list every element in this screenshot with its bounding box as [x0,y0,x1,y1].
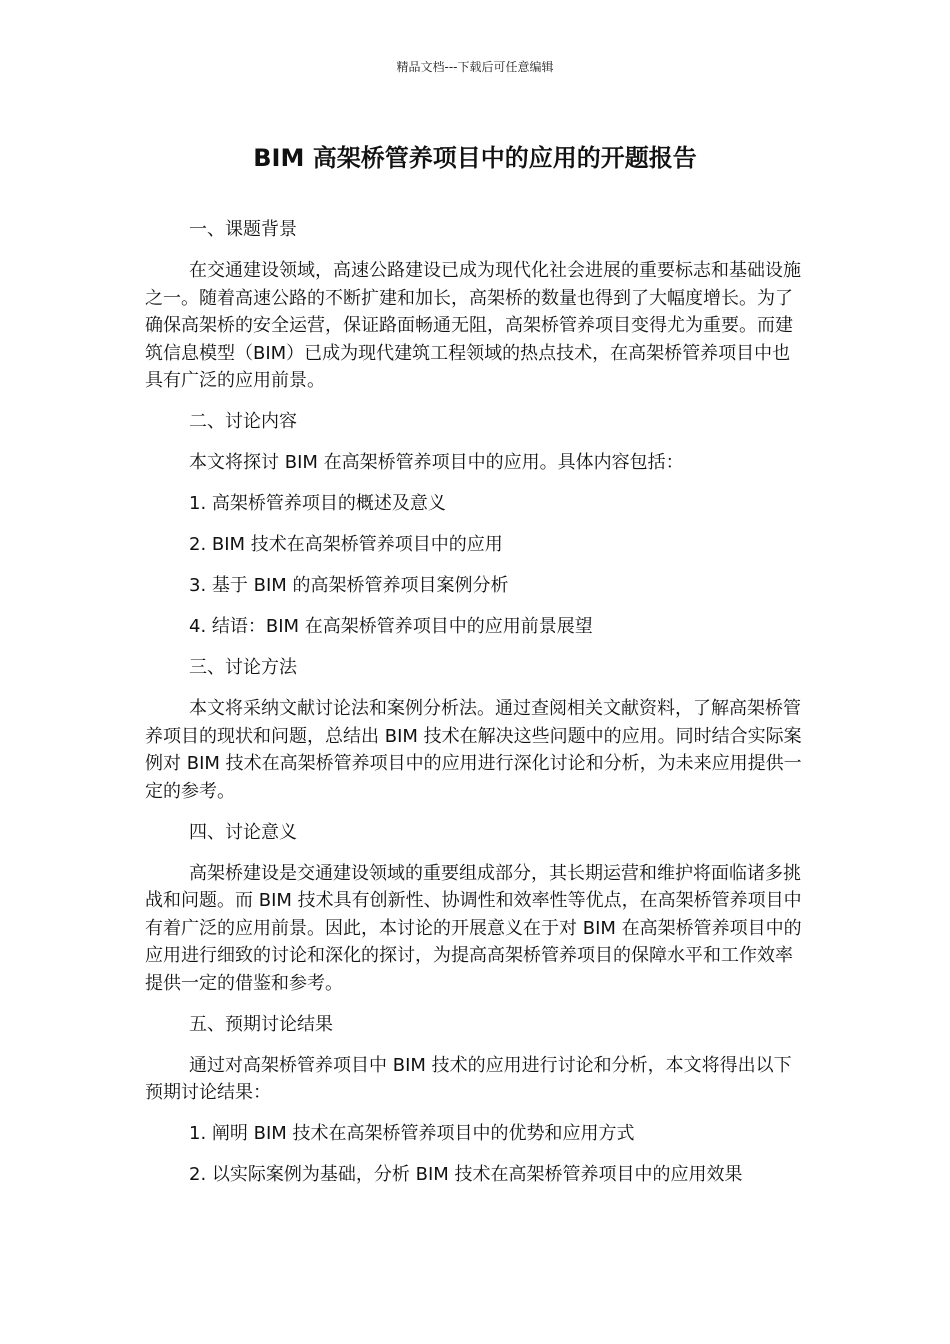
list-item-content-1: 1. 高架桥管养项目的概述及意义 [189,493,446,514]
list-item-content-4: 4. 结语：BIM 在高架桥管养项目中的应用前景展望 [189,616,593,637]
header-note: 精品文档---下载后可任意编辑 [396,60,554,74]
paragraph-content-intro: 本文将探讨 BIM 在高架桥管养项目中的应用。具体内容包括： [189,452,684,473]
list-item-result-2: 2. 以实际案例为基础，分析 BIM 技术在高架桥管养项目中的应用效果 [189,1164,743,1185]
paragraph-expected-results-intro: 通过对高架桥管养项目中 BIM 技术的应用进行讨论和分析，本文将得出以下预期讨论结果： [145,1054,792,1103]
section-heading-significance: 四、讨论意义 [189,821,297,843]
paragraph-method: 本文将采纳文献讨论法和案例分析法。通过查阅相关文献资料，了解高架桥管养项目的现状和问题，总结出 BIM 技术在解决这些问题中的应用。同时结合实际案例对 BIM 技术在高架桥管养项目中的应用进行深化讨论和分析，为未来应用提供一定的参考。 [145,698,802,802]
document-title: BIM 高架桥管养项目中的应用的开题报告 [253,144,697,172]
section-heading-content: 二、讨论内容 [189,411,297,432]
section-heading-method: 三、讨论方法 [189,657,297,678]
paragraph-significance: 高架桥建设是交通建设领域的重要组成部分，其长期运营和维护将面临诸多挑战和问题。而 BIM 技术具有创新性、协调性和效率性等优点，在高架桥管养项目中有着广泛的应用前景。因此，本讨论的开展意义在于对 BIM 在高架桥管养项目中的应用进行细致的讨论和深化的探讨，为提高高架桥管养项目的保障水平和工作效率提供一定的借鉴和参考。 [145,862,802,994]
section-heading-expected-results: 五、预期讨论结果 [189,1013,333,1035]
section-heading-background: 一、课题背景 [189,219,297,240]
list-item-content-2: 2. BIM 技术在高架桥管养项目中的应用 [189,534,503,555]
list-item-result-1: 1. 阐明 BIM 技术在高架桥管养项目中的优势和应用方式 [189,1123,635,1144]
paragraph-background: 在交通建设领域，高速公路建设已成为现代化社会进展的重要标志和基础设施之一。随着高速公路的不断扩建和加长，高架桥的数量也得到了大幅度增长。为了确保高架桥的安全运营，保证路面畅通无阻，高架桥管养项目变得尤为重要。而建筑信息模型（BIM）已成为现代建筑工程领域的热点技术，在高架桥管养项目中也具有广泛的应用前景。 [145,260,801,391]
list-item-content-3: 3. 基于 BIM 的高架桥管养项目案例分析 [189,575,509,596]
document-body [145,216,807,1189]
